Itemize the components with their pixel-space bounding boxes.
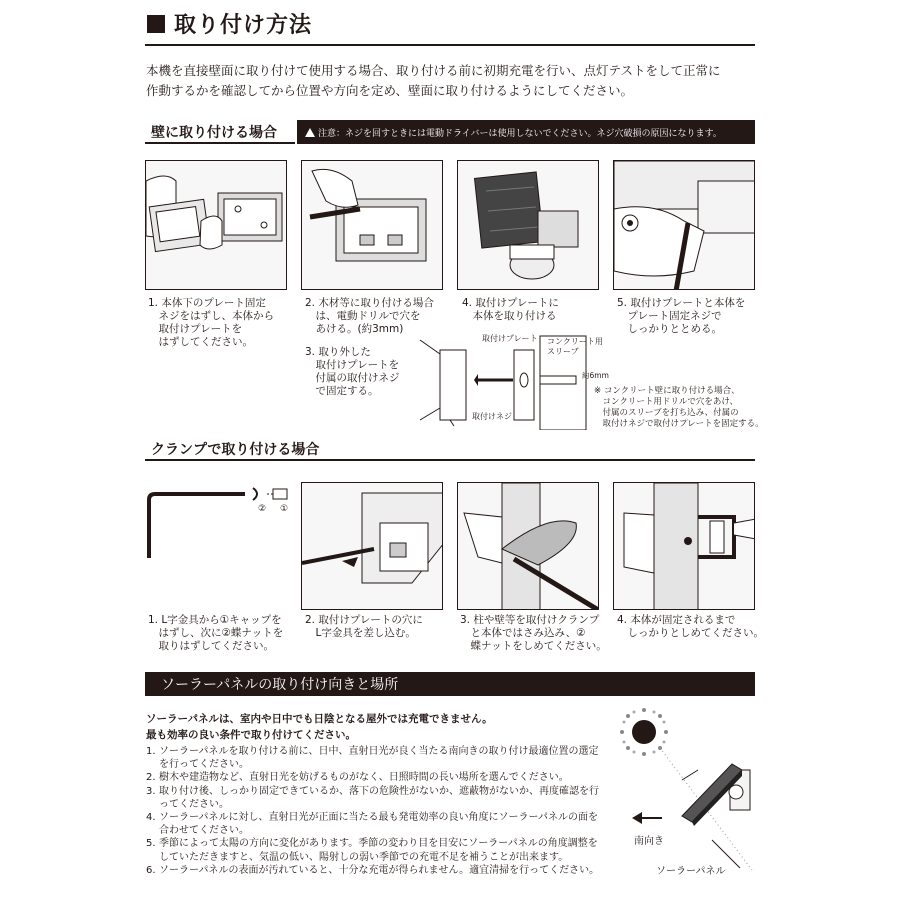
concrete-note-line: 取付けネジで取付けプレートを固定する。 bbox=[594, 419, 764, 429]
list-item bbox=[146, 811, 606, 837]
list-item-number: 3. bbox=[146, 785, 156, 797]
wall-step-1-line: ネジをはずし、本体から bbox=[148, 310, 274, 322]
list-item-text: ソーラーパネルを取り付ける前に、日中、直射日光が良く当たる南向きの取り付け最適位置の選定を行ってください。 bbox=[159, 746, 599, 771]
list-item-number: 4. bbox=[146, 812, 156, 824]
list-item-number: 5. bbox=[146, 838, 156, 850]
solar-lead bbox=[146, 711, 493, 743]
clamp-step-2 bbox=[305, 614, 423, 640]
intro-line-2: 作動するかを確認してから位置や方向を定め、壁面に取り付けるようにしてください。 bbox=[146, 83, 634, 98]
list-item bbox=[146, 785, 606, 811]
clamp-step1-illustration bbox=[145, 482, 295, 572]
solar-illustration bbox=[612, 700, 757, 880]
solar-heading-text: ソーラーパネルの取り付け向きと場所 bbox=[161, 677, 399, 693]
south-label: 南向き bbox=[634, 836, 664, 847]
wall-step-1-line: 取付けプレートを bbox=[148, 323, 243, 335]
list-item-text: ソーラーパネルの表面が汚れていると、十分な充電が得られません。適宜清掃を行ってください。 bbox=[159, 864, 600, 876]
wall-step-2-line: は、電動ドリルで穴を bbox=[305, 310, 421, 322]
clamp-step-3-line: 3. 柱や壁等を取付けクランプ bbox=[460, 614, 600, 626]
wall-step-3-line: 付属の取付けネジ bbox=[305, 372, 400, 384]
wall-step-4-line: 本体を取り付ける bbox=[462, 310, 557, 322]
clamp-step-4-line: 4. 本体が固定されるまで bbox=[617, 614, 736, 626]
solar-section-heading bbox=[145, 672, 755, 696]
clamp-step-1-line: 取りはずしてください。 bbox=[148, 640, 274, 652]
wall-section-heading bbox=[145, 120, 295, 144]
title-square-icon bbox=[147, 15, 165, 33]
sleeve-label-line-2: スリーブ bbox=[547, 347, 579, 356]
clamp-step-1-line: はずし、次に②蝶ナットを bbox=[148, 627, 284, 639]
list-item-text: ソーラーパネルに対し、直射日光が正面に当たる最も発電効率の良い角度にソーラーパネルの面を合わせてください。 bbox=[159, 812, 598, 837]
list-item bbox=[146, 771, 606, 784]
sleeve-label bbox=[547, 337, 603, 357]
list-item bbox=[146, 864, 606, 877]
wall-step2-illustration bbox=[301, 160, 443, 290]
concrete-note-line: ※ コンクリート壁に取り付ける場合、 bbox=[594, 386, 740, 396]
clamp-section-heading bbox=[145, 437, 755, 461]
wall-step1-illustration bbox=[145, 160, 287, 290]
wall-step-5-line: プレート固定ネジで bbox=[617, 310, 722, 322]
wall-step4-illustration bbox=[457, 160, 599, 290]
clamp-step2-illustration bbox=[301, 482, 443, 610]
solar-list bbox=[146, 745, 606, 877]
list-item-text: 樹木や建造物など、直射日光を妨げるものがなく、日照時間の長い場所を選んでください。 bbox=[159, 772, 569, 784]
wall-step-1 bbox=[148, 297, 274, 349]
list-item-number: 6. bbox=[146, 864, 156, 876]
sleeve-label-line-1: コンクリート用 bbox=[547, 337, 603, 346]
size-label: 約6mm bbox=[582, 371, 609, 380]
warning-icon bbox=[305, 128, 315, 137]
wall-step-5 bbox=[617, 297, 745, 336]
clamp-step-3-line: と本体ではさみ込み、② bbox=[460, 627, 586, 639]
list-item bbox=[146, 837, 606, 863]
caution-text: 注意：ネジを回すときには電動ドライバーは使用しないでください。ネジ穴破損の原因になります。 bbox=[318, 129, 722, 139]
concrete-note bbox=[594, 386, 764, 430]
wall-step-1-line: 1. 本体下のプレート固定 bbox=[148, 297, 266, 309]
clamp-step-4-line: しっかりとしめてください。 bbox=[617, 627, 764, 639]
clamp-step-3-line: 蝶ナットをしめてください。 bbox=[460, 640, 607, 652]
wall-step-3-line: 3. 取り外した bbox=[305, 346, 371, 358]
wall-step-2 bbox=[305, 297, 434, 336]
list-item-text: 取り付け後、しっかり固定できているか、落下の危険性がないか、遮蔽物がないか、再度確認を行ってください。 bbox=[159, 785, 599, 810]
clamp-step-4 bbox=[617, 614, 764, 640]
clamp-heading-text: クランプで取り付ける場合 bbox=[151, 442, 320, 458]
caution-bar bbox=[297, 120, 755, 144]
sun-icon bbox=[620, 708, 668, 756]
list-item bbox=[146, 745, 606, 771]
list-item-number: 1. bbox=[146, 746, 156, 757]
page-title: 取り付け方法 bbox=[174, 13, 313, 38]
clamp-step-3 bbox=[460, 614, 607, 653]
wall-step-4-line: 4. 取付けプレートに bbox=[462, 297, 559, 309]
wall-heading-text: 壁に取り付ける場合 bbox=[151, 125, 277, 141]
wall-step-3-line: で固定する。 bbox=[305, 385, 379, 397]
intro-text bbox=[146, 61, 756, 101]
clamp-step-1-line: 1. L字金具から①キャップを bbox=[148, 614, 282, 626]
wall-step5-illustration bbox=[613, 160, 755, 290]
list-item-text: 季節によって太陽の方向に変化があります。季節の変わり目を目安にソーラーパネルの角度調整をしていただきますと、気温の低い、陽射しの弱い季節での充電不足を補うことが出来ます。 bbox=[159, 838, 598, 863]
panel-label: ソーラーパネル bbox=[656, 866, 726, 877]
wall-step-5-line: 5. 取付けプレートと本体を bbox=[617, 297, 746, 309]
clamp-step-1 bbox=[148, 614, 283, 653]
solar-lead-line-2: 最も効率の良い条件で取り付けてください。 bbox=[146, 729, 356, 741]
list-item-number: 2. bbox=[146, 772, 156, 784]
solar-lead-line-1: ソーラーパネルは、室内や日中でも日陰となる屋外では充電できません。 bbox=[146, 713, 493, 725]
wall-step-2-line: あける。(約3mm) bbox=[305, 323, 404, 335]
wall-step-1-line: はずしてください。 bbox=[148, 336, 253, 348]
clamp-step4-illustration bbox=[613, 482, 755, 610]
part-label-1: ① bbox=[280, 504, 289, 514]
screw-label: 取付けネジ bbox=[472, 412, 512, 421]
wall-step-5-line: しっかりととめる。 bbox=[617, 323, 722, 335]
wall-step-4 bbox=[462, 297, 559, 323]
plate-label: 取付けプレート bbox=[482, 334, 538, 343]
intro-line-1: 本機を直接壁面に取り付けて使用する場合、取り付ける前に初期充電を行い、点灯テストをして正常に bbox=[146, 63, 721, 78]
concrete-note-line: 付属のスリーブを打ち込み、付属の bbox=[594, 408, 739, 418]
clamp-step-2-line: L字金具を差し込む。 bbox=[305, 627, 416, 639]
wall-step-2-line: 2. 木材等に取り付ける場合 bbox=[305, 297, 434, 309]
clamp-step-2-line: 2. 取付けプレートの穴に bbox=[305, 614, 423, 626]
arrow-left-icon bbox=[632, 812, 642, 824]
concrete-note-line: コンクリート用ドリルで穴をあけ、 bbox=[594, 397, 738, 407]
wall-step-3-line: 取付けプレートを bbox=[305, 359, 400, 371]
part-label-2: ② bbox=[258, 504, 267, 514]
wall-step-3 bbox=[305, 346, 400, 398]
clamp-step3-illustration bbox=[457, 482, 599, 610]
